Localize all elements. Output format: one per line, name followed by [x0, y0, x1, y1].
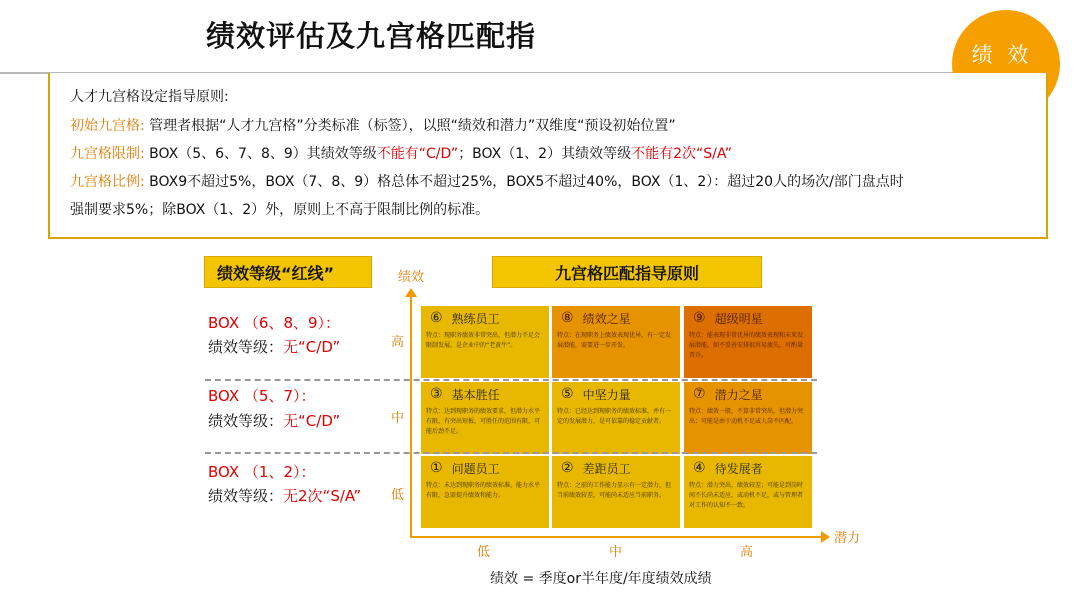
- x-axis-arrow-icon: [821, 531, 830, 543]
- cell-name: 差距员工: [582, 461, 631, 476]
- guide-limit-row: [70, 143, 732, 163]
- cell-name: 待发展者: [714, 461, 763, 476]
- cell-description: 特点：已经达到现职务的绩效标准，并有一定的发展潜力，是可依靠的稳定贡献者。: [557, 408, 672, 425]
- cell-description: 特点：现职务绩效非常突出，但潜力不足会限制发展，是企业中的“老黄牛”。: [426, 332, 541, 349]
- redline-box-1: BOX （6、8、9）：: [208, 314, 341, 332]
- cell-number: ②: [561, 460, 574, 476]
- guide-limit-red-1: 不能有“C/D”: [376, 146, 459, 162]
- guide-principles-box: [48, 73, 1048, 239]
- cell-number: ⑥: [430, 310, 443, 326]
- cell-name: 超级明星: [714, 311, 763, 326]
- guide-limit-red-2: 不能有2次“S/A”: [631, 146, 732, 162]
- redline-level-prefix-1: 绩效等级：: [208, 338, 284, 356]
- guide-initial-label: 初始九宫格:: [70, 118, 145, 134]
- guide-limit-label: 九宫格限制:: [70, 146, 145, 162]
- x-axis-line: [410, 536, 822, 538]
- guide-limit-text-1: BOX（5、6、7、8、9）其绩效等级: [149, 146, 377, 162]
- cell-number: ④: [693, 460, 706, 476]
- cell-number: ⑨: [693, 310, 706, 326]
- guide-ratio-row: [70, 171, 904, 191]
- cell-number: ⑧: [561, 310, 574, 326]
- performance-badge-label: 绩 效: [971, 43, 1033, 67]
- x-axis-label: 潜力: [834, 531, 861, 546]
- redline-level-red-3: 无2次“S/A”: [283, 487, 362, 505]
- x-level-low: 低: [477, 545, 491, 560]
- cell-name: 问题员工: [451, 461, 500, 476]
- cell-description: 特点：之前的工作能力显示有一定潜力，但当前绩效较差，可能尚未适应当前职务。: [557, 482, 672, 499]
- grid-cell-9: [684, 306, 812, 378]
- redline-level-prefix-3: 绩效等级：: [208, 487, 284, 505]
- redline-box-2: BOX （5、7）：: [208, 387, 316, 405]
- page-title: 绩效评估及九宫格匹配指: [206, 19, 537, 53]
- redline-level-3: [208, 485, 361, 506]
- guide-ratio-label: 九宫格比例:: [70, 174, 145, 190]
- redline-level-red-1: 无“C/D”: [283, 338, 341, 356]
- y-level-low: 低: [391, 488, 405, 503]
- grid-cell-2: [552, 456, 680, 528]
- cell-name: 熟练员工: [451, 311, 500, 326]
- cell-description: 特点：绩效一般，不算非常突出，但潜力突出；可能是由于动机不足或人岗不匹配。: [689, 408, 804, 425]
- redline-title: 绩效等级“红线”: [204, 256, 372, 288]
- cell-name: 绩效之星: [582, 311, 631, 326]
- cell-description: 特点：达到现职务的绩效要求，但潜力水平有限，有突出短板，可胜任的范围有限，可能后劲不足。: [426, 408, 541, 435]
- guide-initial-row: [70, 115, 676, 135]
- guide-ratio-text-2: 强制要求5%；除BOX（1、2）外，原则上不高于限制比例的标准。: [70, 202, 490, 218]
- grid-cell-4: [684, 456, 812, 528]
- guide-heading: 人才九宫格设定指导原则:: [70, 89, 229, 105]
- guide-initial-text: 管理者根据“人才九宫格”分类标准（标签），以照“绩效和潜力”双维度“预设初始位置”: [149, 118, 676, 134]
- guide-ratio-text: BOX9不超过5%，BOX（7、8、9）格总体不超过25%，BOX5不超过40%，BOX（1、2）：超过20人的场次/部门盘点时: [149, 174, 904, 190]
- grid-cell-1: [421, 456, 549, 528]
- grid-cell-3: [421, 382, 549, 454]
- row-divider-upper: [205, 379, 817, 381]
- cell-name: 基本胜任: [451, 387, 500, 402]
- redline-level-red-2: 无“C/D”: [283, 412, 341, 430]
- performance-formula: 绩效 = 季度or半年度/年度绩效成绩: [490, 571, 712, 587]
- guide-limit-text-2: ；BOX（1、2）其绩效等级: [458, 146, 632, 162]
- y-level-high: 高: [391, 335, 405, 350]
- cell-description: 特点：能表现非常优异的绩效表现和未来发展潜能，如不妥善安排很容易流失，可酌量晋升。: [689, 332, 804, 359]
- redline-level-prefix-2: 绩效等级：: [208, 412, 284, 430]
- cell-number: ⑤: [561, 386, 574, 402]
- x-level-mid: 中: [609, 545, 623, 560]
- cell-description: 特点：未达到现职务的绩效标准，能力水平有限，急需提升绩效和能力。: [426, 482, 541, 499]
- cell-name: 潜力之星: [714, 387, 763, 402]
- redline-level-1: [208, 336, 340, 357]
- grid-cell-8: [552, 306, 680, 378]
- cell-description: 特点：潜力突出，绩效较差；可能是到岗时间不长尚未适应，或动机不足，或与管理者对工作的认知不一致。: [689, 482, 804, 509]
- grid-cell-5: [552, 382, 680, 454]
- y-axis-label: 绩效: [398, 270, 425, 285]
- redline-level-2: [208, 410, 340, 431]
- y-axis-line: [410, 292, 412, 538]
- cell-name: 中坚力量: [582, 387, 631, 402]
- grid-cell-6: [421, 306, 549, 378]
- y-level-mid: 中: [391, 411, 405, 426]
- nine-box-title: 九宫格匹配指导原则: [492, 256, 762, 288]
- cell-number: ③: [430, 386, 443, 402]
- row-divider-lower: [205, 452, 817, 454]
- y-axis-arrow-icon: [405, 288, 417, 297]
- cell-number: ①: [430, 460, 443, 476]
- x-level-high: 高: [740, 545, 754, 560]
- redline-box-3: BOX （1、2）：: [208, 463, 316, 481]
- grid-cell-7: [684, 382, 812, 454]
- cell-number: ⑦: [693, 386, 706, 402]
- cell-description: 特点：在现职务上绩效表现优异，有一定发展潜能，需要进一步开发。: [557, 332, 672, 349]
